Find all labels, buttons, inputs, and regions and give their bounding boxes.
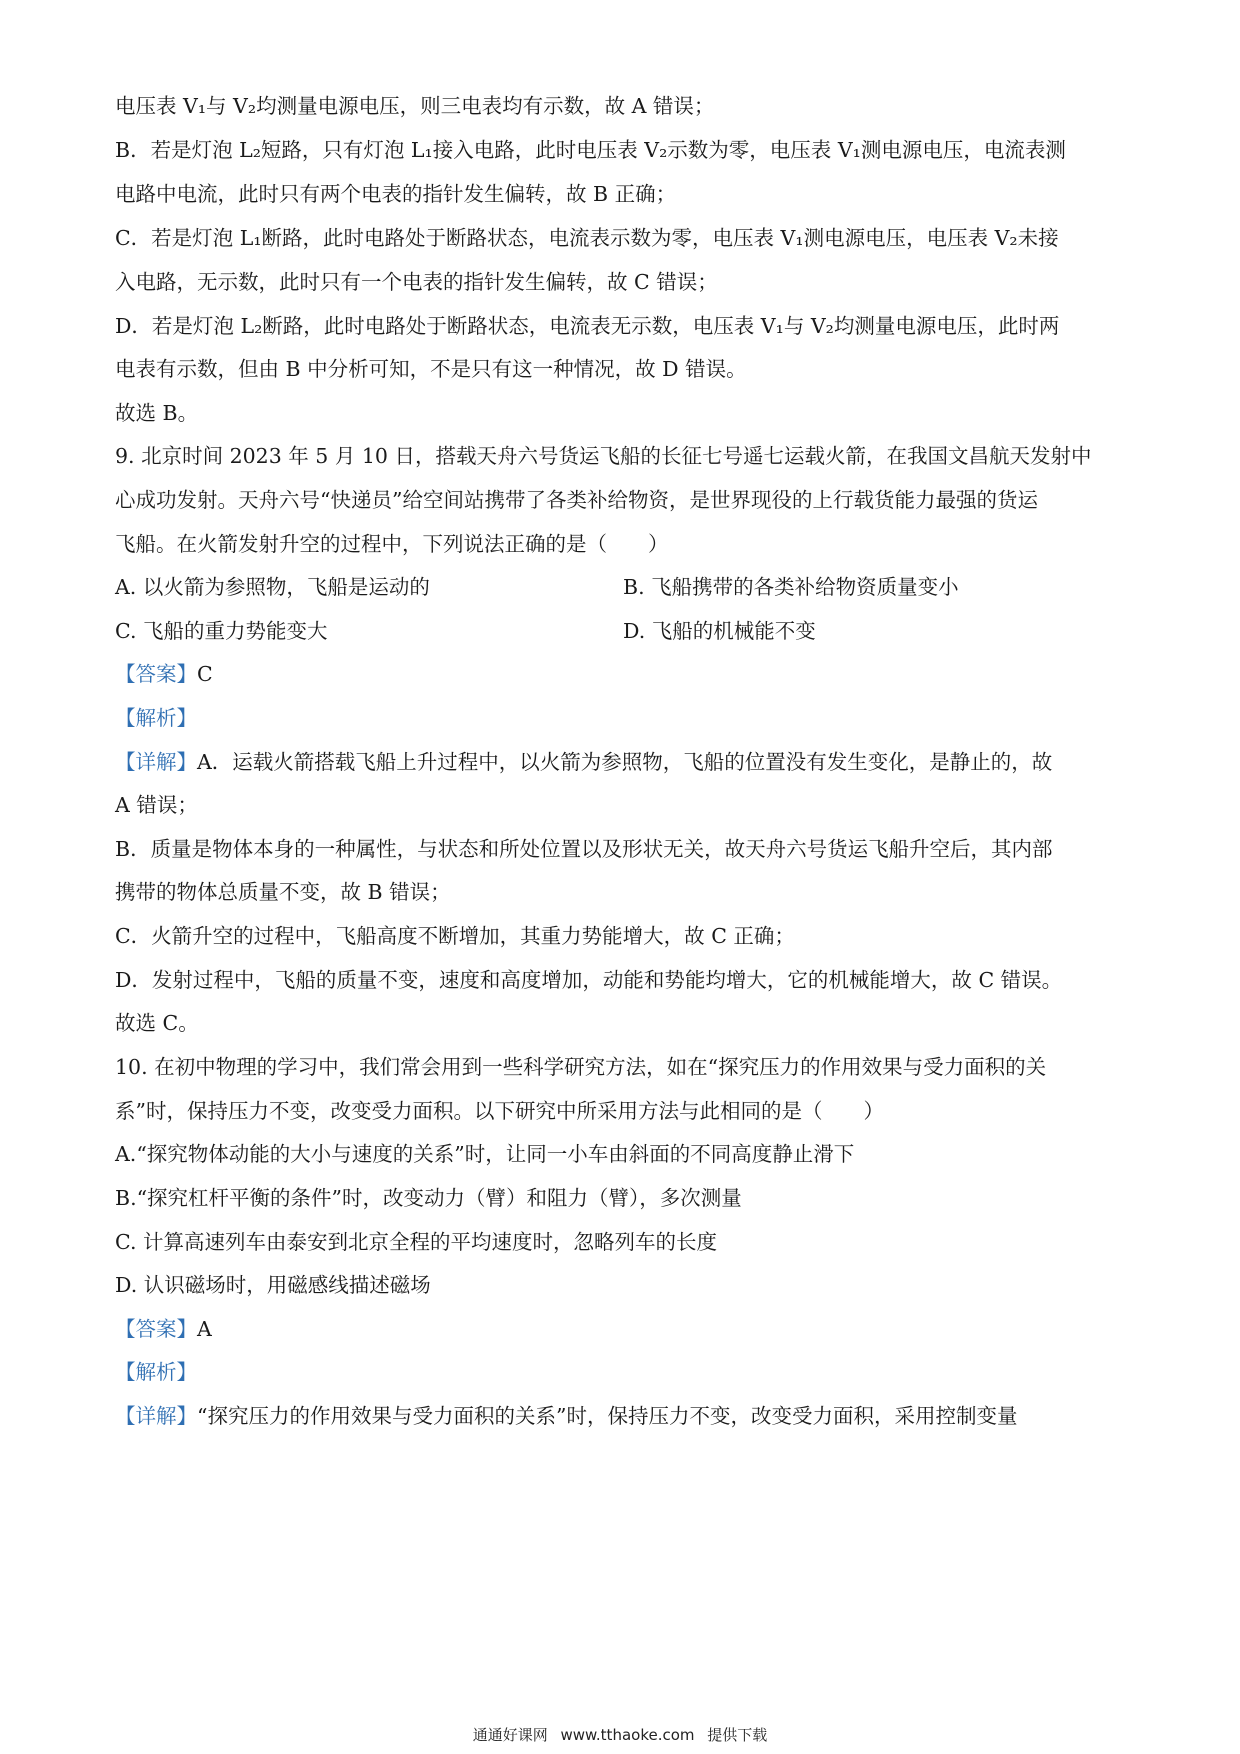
analysis-tag: 【解析】: [115, 1360, 197, 1384]
detail-9-line: 故选 C。: [115, 1011, 199, 1035]
question-10-option-b: B.“探究杠杆平衡的条件”时，改变动力（臂）和阻力（臂），多次测量: [115, 1186, 742, 1210]
detail-9-line: 携带的物体总质量不变，故 B 错误；: [115, 880, 451, 904]
text-line: B．若是灯泡 L₂短路，只有灯泡 L₁接入电路，此时电压表 V₂示数为零，电压表 V₁测电源电压，电流表测: [115, 138, 1066, 162]
answer-tag: 【答案】: [115, 1317, 197, 1341]
question-9-option-a: A. 以火箭为参照物，飞船是运动的: [115, 575, 430, 599]
question-10-stem: 10. 在初中物理的学习中，我们常会用到一些科学研究方法，如在“探究压力的作用效果与受力面积的关: [115, 1055, 1047, 1079]
answer-9: [115, 659, 1135, 689]
analysis-9-tag: [115, 703, 1135, 733]
question-9-option-d: D. 飞船的机械能不变: [623, 619, 816, 643]
detail-tag: 【详解】: [115, 750, 197, 774]
question-10-option-c: C. 计算高速列车由泰安到北京全程的平均速度时，忽略列车的长度: [115, 1230, 717, 1254]
detail-9-line: A 错误；: [115, 793, 198, 817]
question-9-stem: 飞船。在火箭发射升空的过程中，下列说法正确的是（ ）: [115, 532, 669, 556]
question-10-option-a: A.“探究物体动能的大小与速度的关系”时，让同一小车由斜面的不同高度静止滑下: [115, 1142, 855, 1166]
detail-10-line: [115, 1401, 1135, 1431]
detail-text: “探究压力的作用效果与受力面积的关系”时，保持压力不变，改变受力面积，采用控制变量: [197, 1404, 1018, 1428]
detail-9-line: [115, 747, 1135, 777]
page-footer: [0, 1724, 1240, 1746]
answer-tag: 【答案】: [115, 662, 197, 686]
analysis-tag: 【解析】: [115, 706, 197, 730]
text-line: D．若是灯泡 L₂断路，此时电路处于断路状态，电流表无示数，电压表 V₁与 V₂均测量电源电压，此时两: [115, 314, 1060, 338]
question-9-stem: 9. 北京时间 2023 年 5 月 10 日，搭载天舟六号货运飞船的长征七号遥七运载火箭，在我国文昌航天发射中: [115, 444, 1092, 468]
answer-value: A: [197, 1317, 212, 1341]
question-9-stem: 心成功发射。天舟六号“快递员”给空间站携带了各类补给物资，是世界现役的上行载货能力最强的货运: [115, 488, 1038, 512]
text-line: C．若是灯泡 L₁断路，此时电路处于断路状态，电流表示数为零，电压表 V₁测电源电压，电压表 V₂未接: [115, 226, 1059, 250]
detail-tag: 【详解】: [115, 1404, 197, 1428]
text-line: 入电路，无示数，此时只有一个电表的指针发生偏转，故 C 错误；: [115, 270, 718, 294]
footer-site-name: 通通好课网: [472, 1726, 548, 1744]
answer-10: [115, 1314, 1135, 1344]
answer-value: C: [197, 662, 213, 686]
footer-note: 提供下载: [707, 1726, 768, 1744]
footer-url[interactable]: www.tthaoke.com: [560, 1726, 695, 1744]
text-line: 电压表 V₁与 V₂均测量电源电压，则三电表均有示数，故 A 错误；: [115, 94, 715, 118]
analysis-10-tag: [115, 1357, 1135, 1387]
question-9-option-b: B. 飞船携带的各类补给物资质量变小: [623, 575, 959, 599]
question-10-option-d: D. 认识磁场时，用磁感线描述磁场: [115, 1273, 431, 1297]
detail-9-line: C．火箭升空的过程中，飞船高度不断增加，其重力势能增大，故 C 正确；: [115, 924, 795, 948]
text-line: 电路中电流，此时只有两个电表的指针发生偏转，故 B 正确；: [115, 182, 677, 206]
detail-9-line: D．发射过程中，飞船的质量不变，速度和高度增加，动能和势能均增大，它的机械能增大，故 C 错误。: [115, 968, 1063, 992]
question-10-stem: 系”时，保持压力不变，改变受力面积。以下研究中所采用方法与此相同的是（ ）: [115, 1099, 884, 1123]
question-9-option-c: C. 飞船的重力势能变大: [115, 619, 328, 643]
text-line: 故选 B。: [115, 401, 199, 425]
text-line: 电表有示数，但由 B 中分析可知，不是只有这一种情况，故 D 错误。: [115, 357, 747, 381]
detail-text: A．运载火箭搭载飞船上升过程中，以火箭为参照物，飞船的位置没有发生变化，是静止的，故: [197, 750, 1053, 774]
detail-9-line: B．质量是物体本身的一种属性，与状态和所处位置以及形状无关，故天舟六号货运飞船升空后，其内部: [115, 837, 1053, 861]
